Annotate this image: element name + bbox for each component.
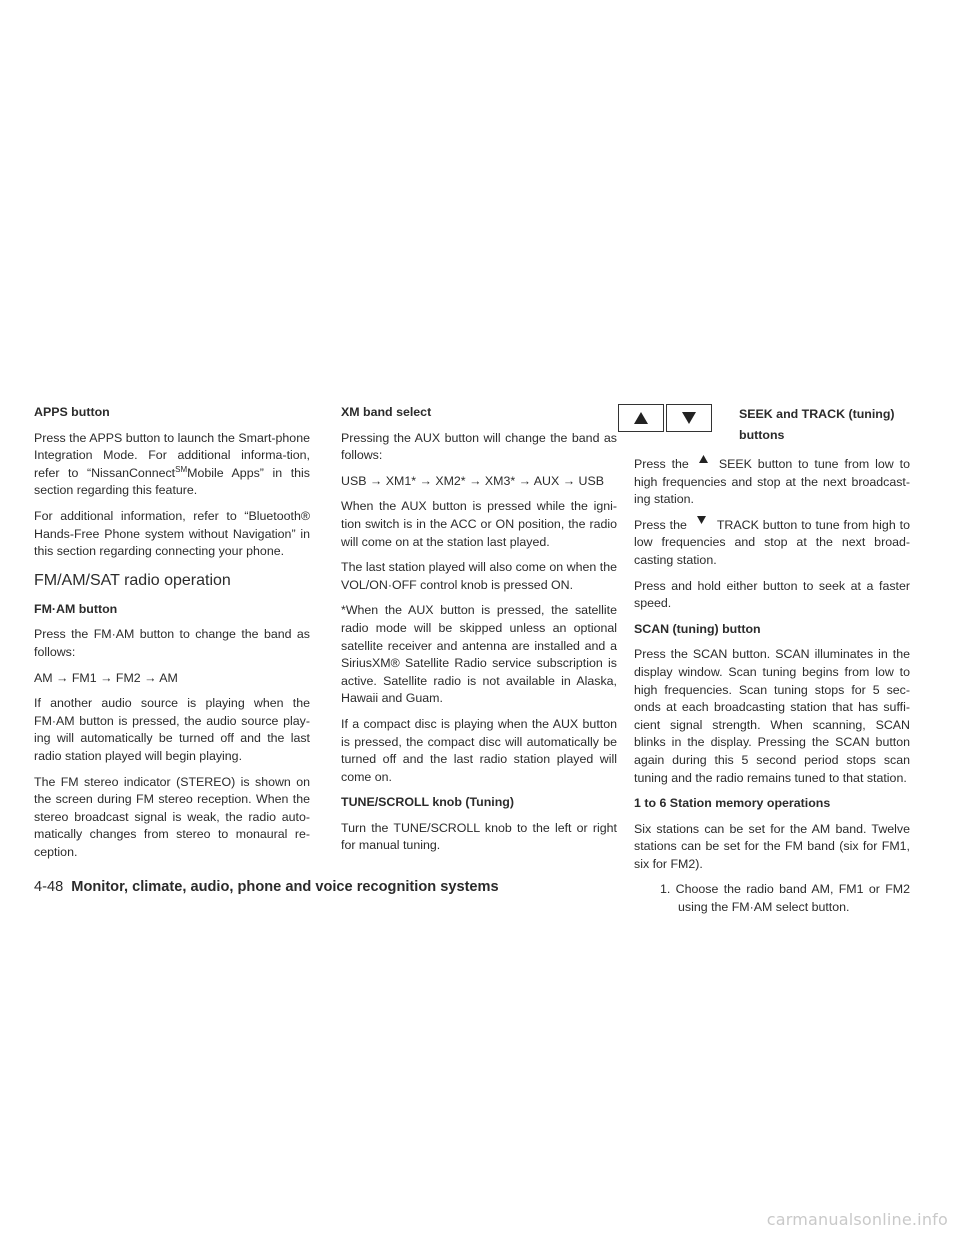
triangle-down-icon xyxy=(687,512,717,530)
seek-track-heading-line-1: SEEK and TRACK (tuning) xyxy=(739,407,895,421)
triangle-up-icon xyxy=(689,451,719,469)
tune-scroll-heading: TUNE/SCROLL knob (Tuning) xyxy=(341,795,514,810)
memory-step-1: 1. Choose the radio band AM, FM1 or FM2 using the FM·AM select button. xyxy=(660,882,910,915)
press-the-text: Press the xyxy=(634,517,687,532)
footer-title: Monitor, climate, audio, phone and voice recognition systems xyxy=(71,879,499,895)
seek-paragraph-3: Press and hold either button to seek at a faster speed. xyxy=(634,578,910,611)
xm-paragraph-5: If a compact disc is playing when the AUX button is pressed, the compact disc will automatically be turned off and the last radio station played will come on. xyxy=(341,716,617,784)
seek-paragraph-1-text: SEEK button to tune from low to high frequencies and stop at the next broadcast-ing station. xyxy=(634,457,910,507)
fmam-paragraph-1: Press the FM·AM button to change the band as follows: xyxy=(34,627,310,659)
station-memory-heading: 1 to 6 Station memory operations xyxy=(634,796,831,811)
apps-button-heading: APPS button xyxy=(34,405,110,419)
seek-up-button-illustration xyxy=(618,404,664,432)
xm-paragraph-1: Pressing the AUX button will change the band as follows: xyxy=(341,430,617,463)
track-down-button-illustration xyxy=(666,404,712,432)
seek-track-heading-block xyxy=(634,404,910,448)
seek-paragraph-2-text: TRACK button to tune from high to low frequencies and stop at the next broad-casting station. xyxy=(634,517,911,567)
fmam-paragraph-2: If another audio source is playing when the FM·AM button is pressed, the audio source play-ing will automatically be turned off and the last radio station played will begin playing. xyxy=(34,696,310,763)
column-1 xyxy=(34,404,310,869)
xm-band-heading: XM band select xyxy=(341,405,432,419)
page-number: 4-48 xyxy=(34,879,64,895)
column-2 xyxy=(341,404,617,863)
apps-paragraph-1 xyxy=(34,430,310,500)
scan-paragraph-1: Press the SCAN button. SCAN illuminates in the display window. Scan tuning begins from low to high frequencies. Scan tuning stops for 5 sec-onds at each broadcasting station that has suffi-cient signal strength. When scanning, SCAN blinks in the display. Pressing the SCAN button again during this 5 second period stops scan tuning and the radio remains tuned to that station. xyxy=(634,647,910,785)
apps-paragraph-2: For additional information, refer to “Bluetooth® Hands-Free Phone system without Navigation” in this section regarding connecting your phone. xyxy=(34,508,310,559)
scan-heading: SCAN (tuning) button xyxy=(634,621,761,636)
press-the-text: Press the xyxy=(634,457,689,471)
triangle-down-icon xyxy=(681,411,697,425)
watermark: carmanualsonline.info xyxy=(766,1210,948,1229)
triangle-up-icon xyxy=(633,411,649,425)
apps-paragraph-1-text: Press the APPS button to launch the Smart-phone Integration Mode. For additional informa-tion, refer to “NissanConnect xyxy=(34,430,310,480)
xm-band-sequence: USB → XM1* → XM2* → XM3* → AUX → USB xyxy=(341,473,605,488)
fmam-paragraph-3: The FM stereo indicator (STEREO) is shown on the screen during FM stereo reception. When the stereo broadcast signal is weak, the radio auto-matically changes from stereo to monaural re-ception. xyxy=(34,774,310,859)
page-footer xyxy=(34,878,499,896)
tune-paragraph-1: Turn the TUNE/SCROLL knob to the left or right for manual tuning. xyxy=(341,820,617,853)
column-3 xyxy=(634,404,910,917)
xm-paragraph-4: *When the AUX button is pressed, the satellite radio mode will be skipped unless an optional satellite receiver and antenna are installed and a SiriusXM® Satellite Radio service subscription is active. Satellite radio is not available in Alaska, Hawaii and Guam. xyxy=(341,603,617,706)
fmam-button-heading: FM·AM button xyxy=(34,601,118,616)
seek-paragraph-2 xyxy=(634,517,910,570)
xm-paragraph-2: When the AUX button is pressed while the igni-tion switch is in the ACC or ON position, the radio will come on at the station last played. xyxy=(341,499,617,549)
apps-paragraph-1-text-end: Mobile Apps” in this section regarding this feature. xyxy=(34,465,310,498)
seek-track-heading xyxy=(739,404,919,446)
memory-paragraph-1: Six stations can be set for the AM band. Twelve stations can be set for the FM band (six for FM1, six for FM2). xyxy=(634,821,910,871)
section-title: FM/AM/SAT radio operation xyxy=(34,571,231,589)
fmam-band-sequence: AM → FM1 → FM2 → AM xyxy=(34,670,178,685)
seek-paragraph-1 xyxy=(634,456,910,509)
service-mark: SM xyxy=(175,464,188,474)
seek-track-heading-line-2: buttons xyxy=(739,428,785,442)
xm-paragraph-3: The last station played will also come on when the VOL/ON·OFF control knob is pressed ON. xyxy=(341,560,617,592)
